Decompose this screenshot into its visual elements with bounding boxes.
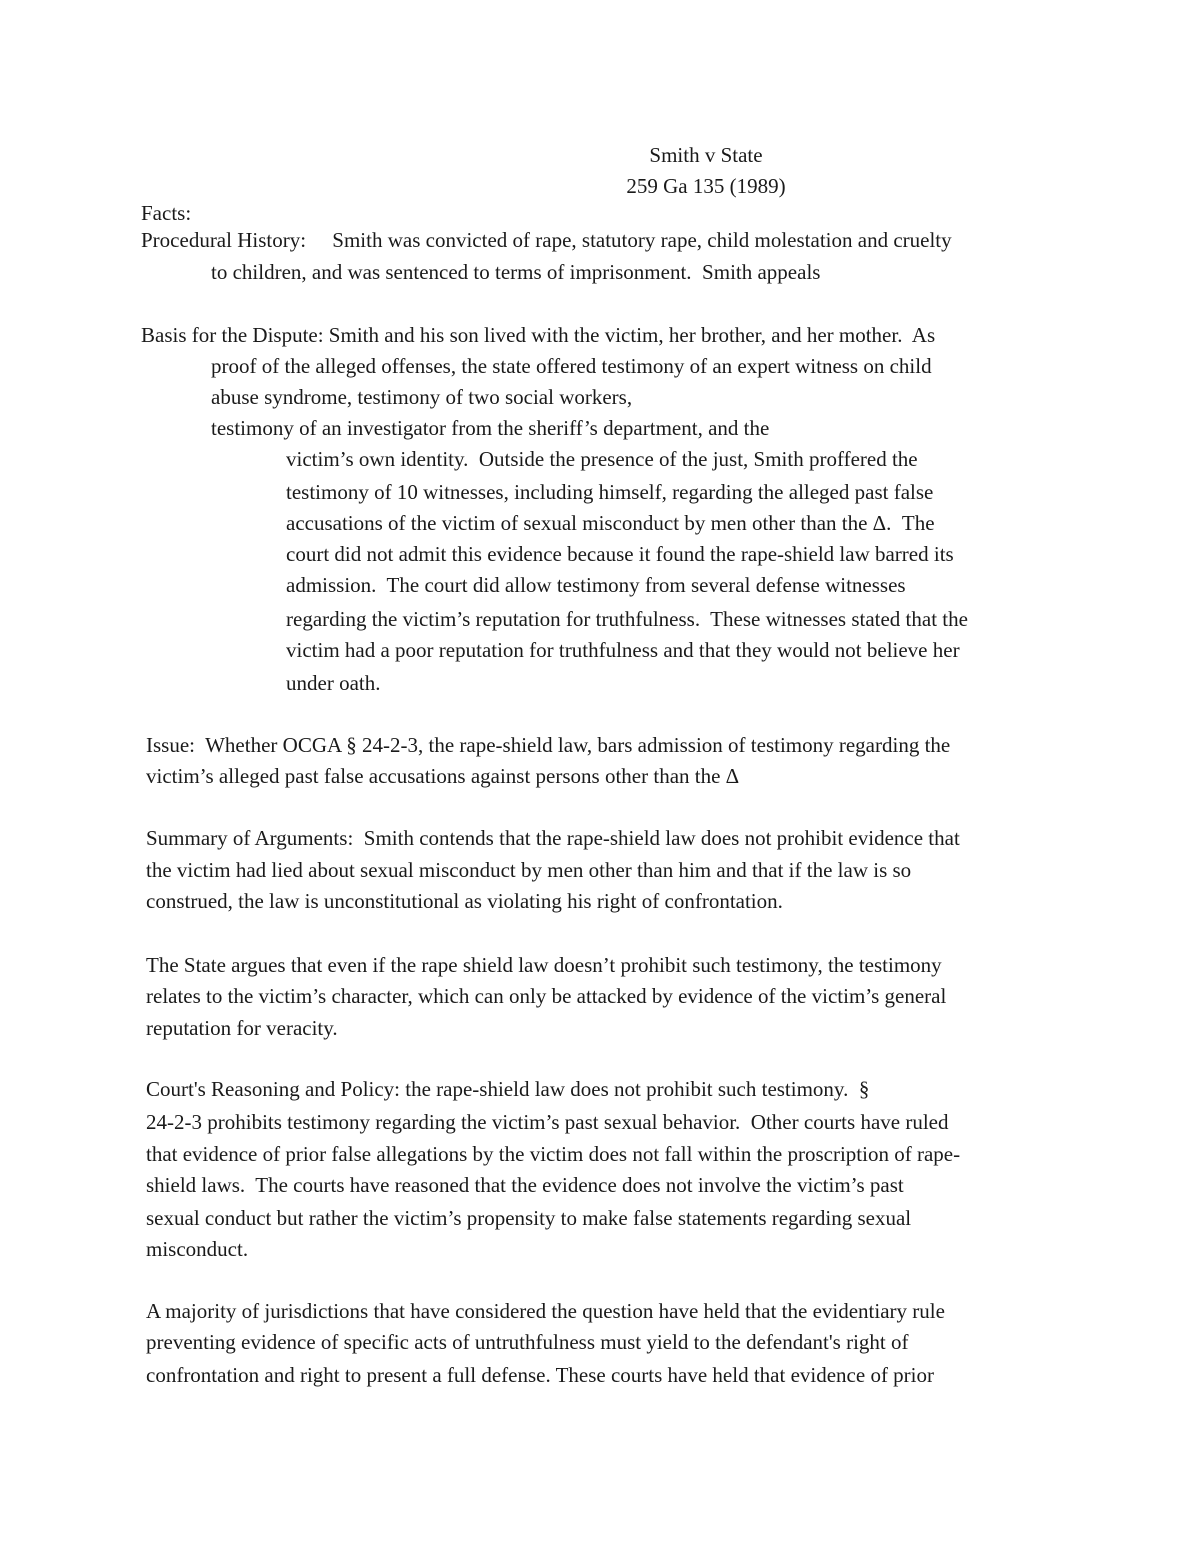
majority-line: preventing evidence of specific acts of untruthfulness must yield to the defendant's right of: [146, 1330, 909, 1354]
basis-line: Basis for the Dispute: Smith and his son lived with the victim, her brother, and her mother. As: [141, 323, 936, 347]
reasoning-line: sexual conduct but rather the victim’s propensity to make false statements regarding sexual: [146, 1206, 912, 1230]
basis-line: victim had a poor reputation for truthfulness and that they would not believe her: [286, 638, 960, 662]
issue-line: Issue: Whether OCGA § 24-2-3, the rape-shield law, bars admission of testimony regarding the: [146, 733, 951, 757]
procedural-history-line: to children, and was sentenced to terms of imprisonment. Smith appeals: [211, 260, 821, 284]
issue-line: victim’s alleged past false accusations against persons other than the Δ: [146, 764, 740, 788]
basis-line: victim’s own identity. Outside the presence of the just, Smith proffered the: [286, 447, 918, 471]
majority-line: confrontation and right to present a full defense. These courts have held that evidence of prior: [146, 1363, 935, 1387]
basis-line: abuse syndrome, testimony of two social workers,: [211, 385, 633, 409]
case-name: Smith v State: [649, 143, 763, 167]
arguments-line: Summary of Arguments: Smith contends that the rape-shield law does not prohibit evidence that: [146, 826, 960, 850]
basis-line: under oath.: [286, 671, 381, 695]
reasoning-line: shield laws. The courts have reasoned that the evidence does not involve the victim’s past: [146, 1173, 904, 1197]
reasoning-line: Court's Reasoning and Policy: the rape-shield law does not prohibit such testimony. §: [146, 1077, 870, 1101]
procedural-history-line: Procedural History: Smith was convicted of rape, statutory rape, child molestation and cruelty: [141, 228, 952, 252]
basis-line: regarding the victim’s reputation for truthfulness. These witnesses stated that the: [286, 607, 968, 631]
reasoning-line: 24-2-3 prohibits testimony regarding the victim’s past sexual behavior. Other courts have ruled: [146, 1110, 949, 1134]
arguments-line: construed, the law is unconstitutional as violating his right of confrontation.: [146, 889, 783, 913]
state-argument-line: reputation for veracity.: [146, 1016, 338, 1040]
majority-line: A majority of jurisdictions that have considered the question have held that the evidentiary rule: [146, 1299, 945, 1323]
arguments-line: the victim had lied about sexual misconduct by men other than him and that if the law is so: [146, 858, 912, 882]
case-citation: 259 Ga 135 (1989): [626, 174, 786, 198]
reasoning-line: misconduct.: [146, 1237, 249, 1261]
state-argument-line: relates to the victim’s character, which can only be attacked by evidence of the victim’s general: [146, 984, 947, 1008]
basis-line: proof of the alleged offenses, the state offered testimony of an expert witness on child: [211, 354, 932, 378]
basis-line: testimony of 10 witnesses, including himself, regarding the alleged past false: [286, 480, 934, 504]
basis-line: court did not admit this evidence because it found the rape-shield law barred its: [286, 542, 954, 566]
basis-line: testimony of an investigator from the sheriff’s department, and the: [211, 416, 770, 440]
reasoning-line: that evidence of prior false allegations by the victim does not fall within the proscription of rape-: [146, 1142, 961, 1166]
basis-line: accusations of the victim of sexual misconduct by men other than the Δ. The: [286, 511, 935, 535]
facts-label: Facts:: [141, 201, 192, 225]
state-argument-line: The State argues that even if the rape shield law doesn’t prohibit such testimony, the testimony: [146, 953, 942, 977]
basis-line: admission. The court did allow testimony from several defense witnesses: [286, 573, 906, 597]
